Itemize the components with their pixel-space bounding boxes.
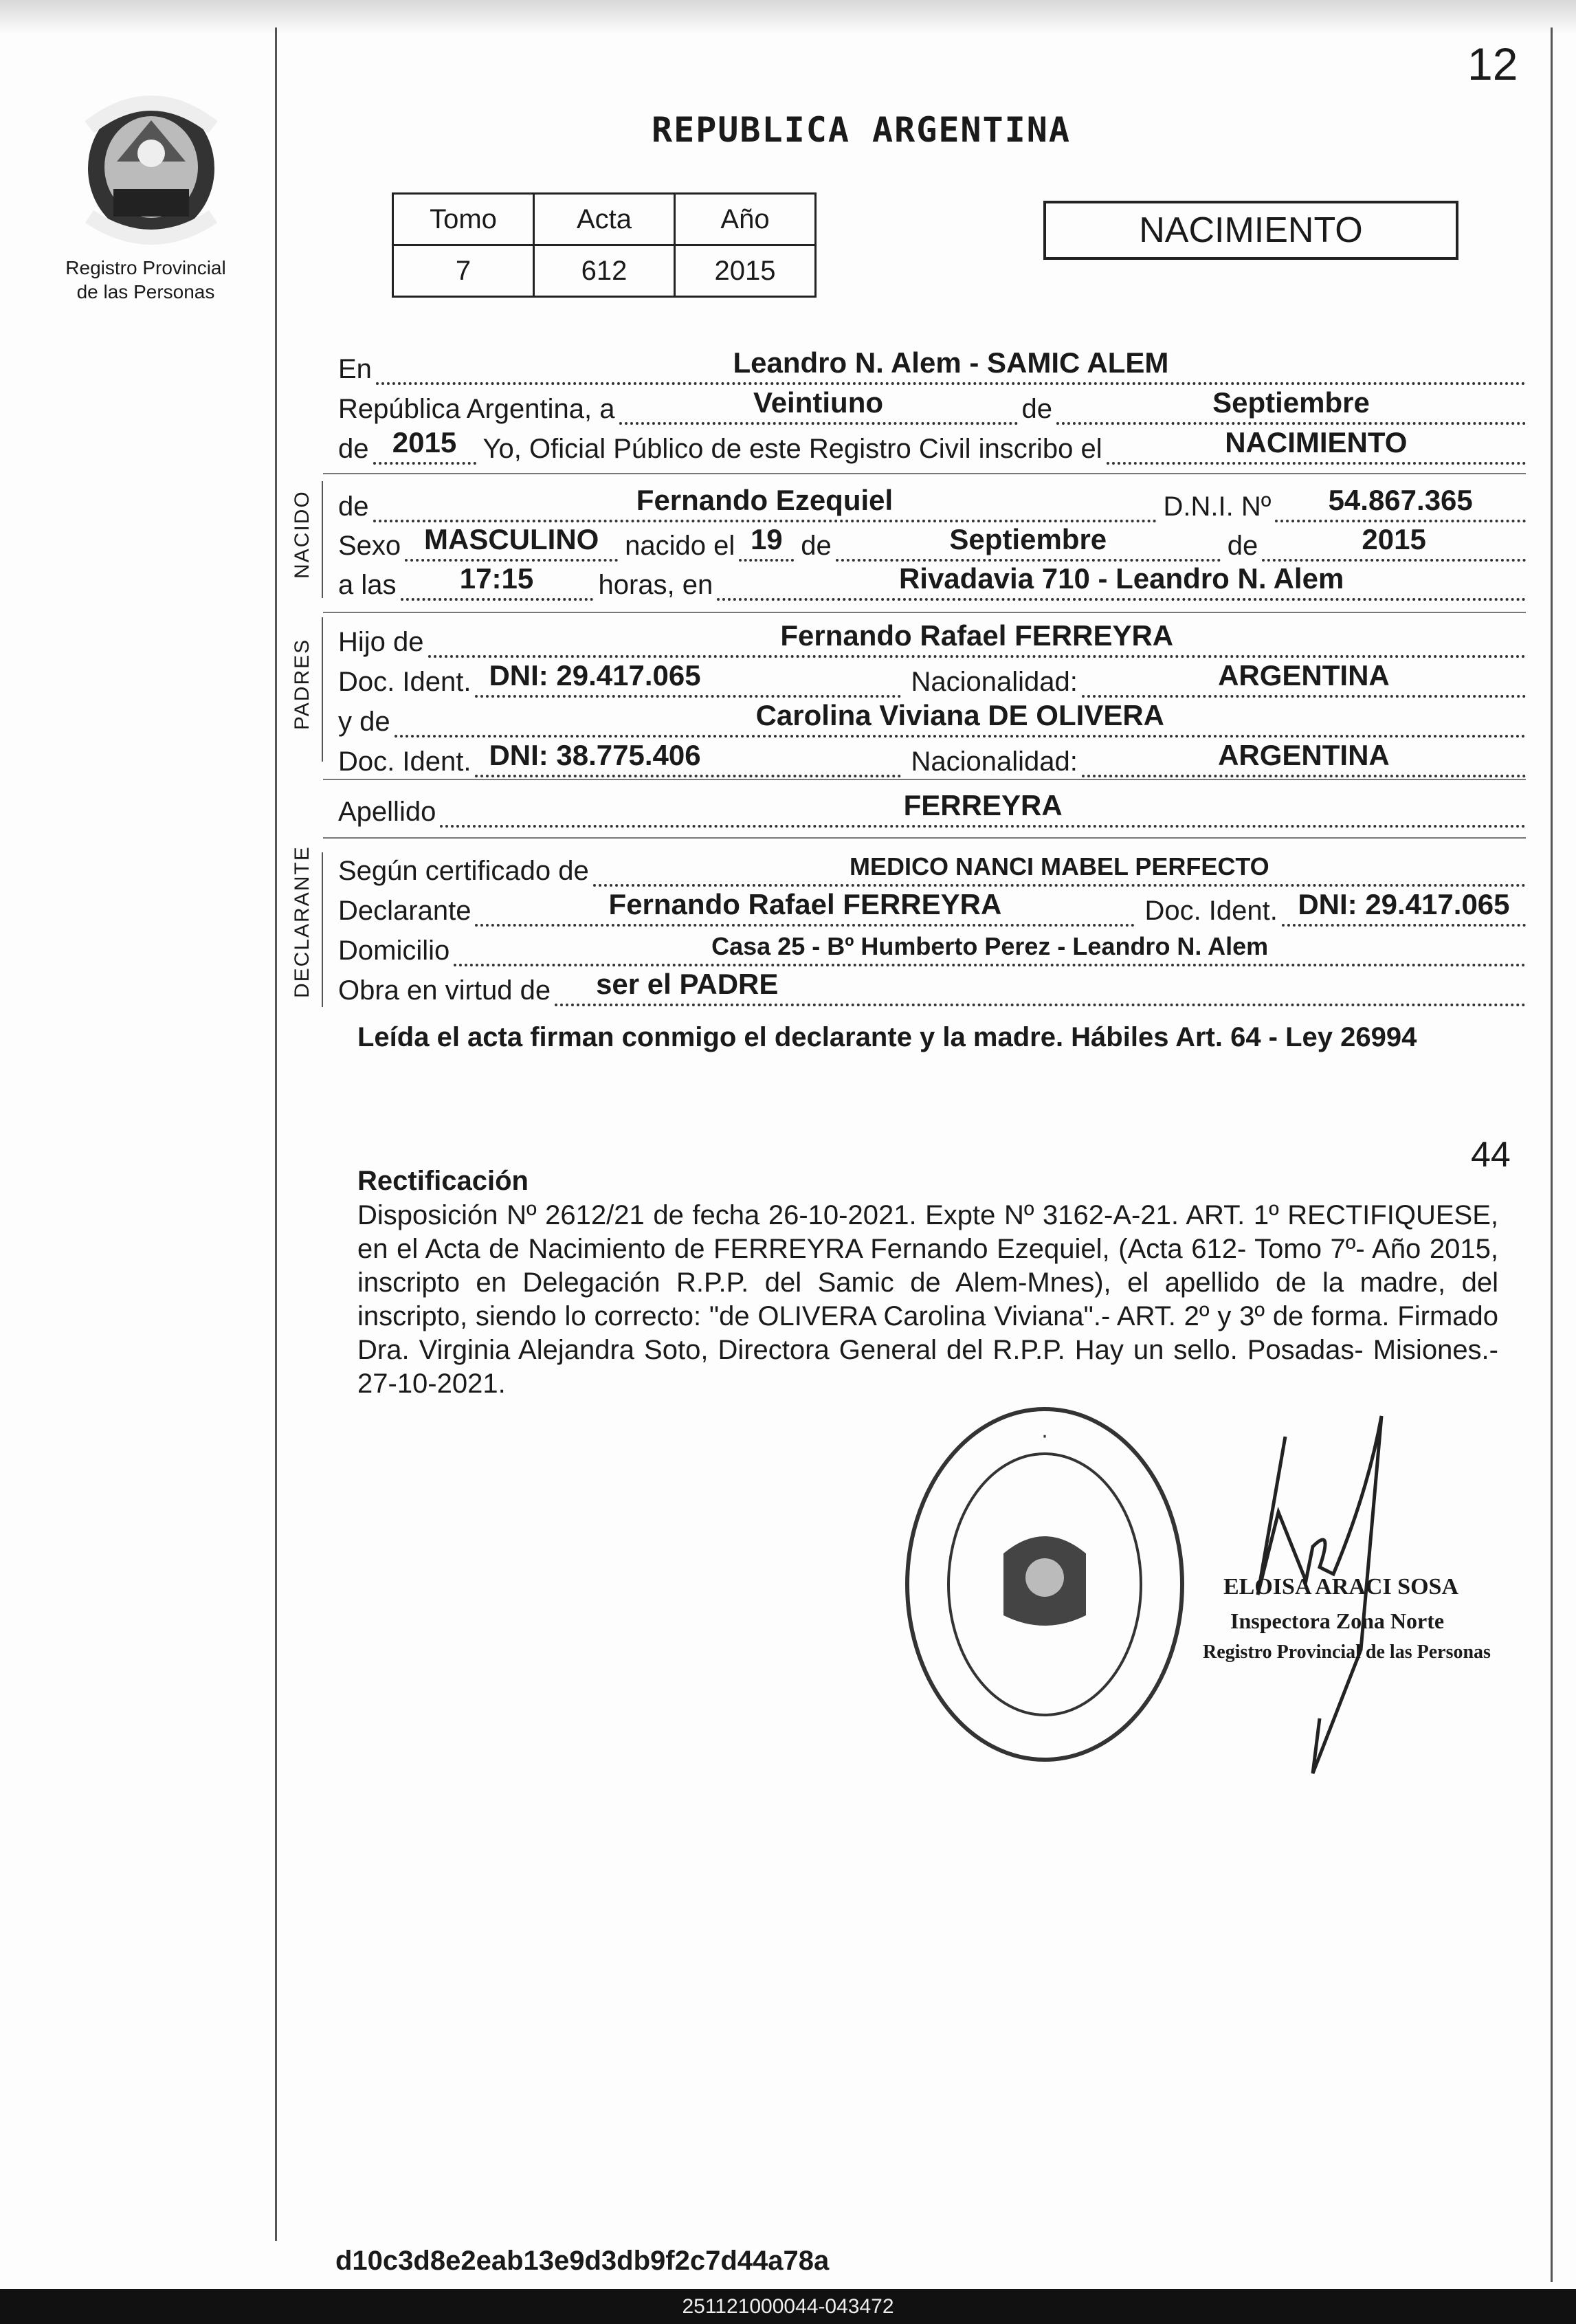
padres-row-3 (338, 696, 1526, 738)
intro-row-2 (338, 384, 1526, 425)
record-type-box: NACIMIENTO (1043, 201, 1458, 260)
document-hash: d10c3d8e2eab13e9d3db9f2c7d44a78a (335, 2246, 830, 2276)
sexo-value: MASCULINO (424, 523, 599, 555)
nacido-de-label: de (338, 491, 369, 522)
seal-caption-line1: Registro Provincial (65, 257, 226, 278)
dom-label: Domicilio (338, 936, 450, 966)
separator-3 (323, 779, 1526, 780)
child-name-value: Fernando Ezequiel (636, 484, 894, 516)
document-title: REPUBLICA ARGENTINA (652, 110, 1071, 150)
birth-day-field (739, 523, 794, 562)
nacido-de-label-3: de (1227, 531, 1258, 561)
official-stamp (900, 1402, 1189, 1767)
father-nat-field (1082, 659, 1526, 698)
birth-year-value: 2015 (1362, 523, 1426, 555)
birth-year-field (1262, 523, 1526, 562)
apellido-label: Apellido (338, 797, 436, 827)
cert-field (593, 852, 1526, 887)
birth-place-field (717, 562, 1526, 601)
month-value: Septiembre (1212, 386, 1370, 419)
signature-name: ELOISA ARACI SOSA (1223, 1574, 1459, 1600)
separator-1 (323, 473, 1526, 474)
mother-doc-field (475, 739, 901, 777)
apellido-value: FERREYRA (903, 789, 1063, 821)
cert-value: MEDICO NANCI MABEL PERFECTO (849, 852, 1269, 881)
rectificacion-body: Disposición Nº 2612/21 de fecha 26-10-2021. Expte Nº 3162-A-21. ART. 1º RECTIFIQUESE, en el Acta de Nacimiento de FERREYRA Fernando Ezequiel, (Acta 612- Tomo 7º- Año 2015, inscripto en Delegación R.P.P. del Samic de Alem-Mnes), el apellido de la madre, del inscripto, siendo lo correcto: "de OLIVERA Carolina Viviana".- ART. 2º y 3º de forma. Firmado Dra. Virginia Alejandra Soto, Directora General del R.P.P. Hay un sello. Posadas- Misiones.- 27-10-2021. (357, 1200, 1498, 1399)
footer-code: 251121000044-043472 (682, 2295, 894, 2318)
padres-row-2 (338, 656, 1526, 698)
province-seal (76, 86, 227, 251)
margin-number: 44 (1471, 1135, 1511, 1175)
mother-field (395, 699, 1526, 738)
yde-label: y de (338, 707, 390, 737)
signature-role: Inspectora Zona Norte (1230, 1608, 1445, 1633)
svg-text:·: · (1041, 1425, 1048, 1449)
decl-doc-field (1282, 888, 1526, 927)
republica-label: República Argentina, a (338, 394, 615, 424)
apellido-row (338, 786, 1526, 828)
rectificacion-heading: Rectificación (357, 1166, 529, 1196)
decl-label: Declarante (338, 896, 471, 926)
year-field (373, 426, 476, 465)
hijo-label: Hijo de (338, 627, 424, 657)
mother-nat-label: Nacionalidad: (911, 746, 1078, 777)
dni-label: D.N.I. Nº (1163, 491, 1272, 522)
scan-top-shadow (0, 0, 1576, 34)
decl-doc-label: Doc. Ident. (1144, 896, 1278, 926)
dom-field (454, 932, 1526, 966)
dom-value: Casa 25 - Bº Humberto Perez - Leandro N. Alem (711, 932, 1269, 960)
left-margin-line (275, 27, 277, 2241)
day-words-value: Veintiuno (753, 386, 883, 419)
declarante-side-label: DECLARANTE (291, 845, 313, 998)
nacido-row-1 (338, 481, 1526, 522)
day-field (619, 386, 1018, 425)
header-ano: Año (675, 194, 816, 245)
dni-field (1275, 484, 1526, 522)
month-field (1056, 386, 1526, 425)
birth-day-value: 19 (750, 523, 783, 555)
seal-caption (49, 256, 242, 304)
intro-row-3 (338, 423, 1526, 465)
decl-doc-value: DNI: 29.417.065 (1298, 888, 1510, 920)
mother-nat-value: ARGENTINA (1218, 739, 1390, 771)
sexo-field (405, 523, 618, 562)
en-label: En (338, 354, 372, 384)
reference-table (392, 192, 817, 298)
padres-side-label: PADRES (291, 638, 313, 730)
mother-value: Carolina Viviana DE OLIVERA (755, 699, 1164, 731)
separator-4 (323, 837, 1526, 839)
father-doc-field (475, 659, 901, 698)
birth-month-field (836, 523, 1221, 562)
intro-row-1 (338, 344, 1526, 385)
horas-label: horas, en (598, 570, 713, 600)
declarante-row-1 (338, 845, 1526, 887)
cert-label: Según certificado de (338, 856, 589, 886)
signature-org: Registro Provincial de las Personas (1203, 1641, 1491, 1663)
obra-label: Obra en virtud de (338, 975, 551, 1006)
mother-doc-value: DNI: 38.775.406 (489, 739, 701, 771)
page-number: 12 (1467, 38, 1518, 89)
officer-text: Yo, Oficial Público de este Registro Civil inscribo el (482, 434, 1102, 464)
sexo-label: Sexo (338, 531, 401, 561)
father-doc-value: DNI: 29.417.065 (489, 659, 701, 691)
mother-doc-label: Doc. Ident. (338, 746, 471, 777)
nacido-side-label: NACIDO (291, 490, 313, 579)
child-name-field (373, 484, 1157, 522)
value-ano: 2015 (675, 245, 816, 297)
nacido-row-2 (338, 520, 1526, 562)
declarante-bracket (322, 852, 323, 1007)
padres-bracket (322, 617, 323, 762)
declarante-row-2 (338, 885, 1526, 927)
value-acta: 612 (534, 245, 675, 297)
declarante-row-3 (338, 925, 1526, 966)
round-stamp-icon (900, 1402, 1189, 1767)
place-value: Leandro N. Alem - SAMIC ALEM (733, 346, 1169, 379)
padres-row-1 (338, 617, 1526, 658)
father-field (428, 619, 1526, 658)
right-margin-line (1551, 27, 1553, 2282)
nacido-bracket (322, 481, 323, 598)
father-doc-label: Doc. Ident. (338, 667, 471, 697)
birth-place-value: Rivadavia 710 - Leandro N. Alem (898, 562, 1344, 595)
value-tomo: 7 (393, 245, 534, 297)
obra-value: ser el PADRE (596, 968, 779, 1000)
separator-2 (323, 612, 1526, 613)
decl-name-value: Fernando Rafael FERREYRA (608, 888, 1002, 920)
act-field (1107, 426, 1526, 465)
apellido-field (440, 789, 1526, 828)
place-field (376, 346, 1526, 385)
year-value: 2015 (392, 426, 457, 458)
footer-bar (0, 2289, 1576, 2324)
nacido-de-label-2: de (801, 531, 832, 561)
header-tomo: Tomo (393, 194, 534, 245)
nacido-row-3 (338, 560, 1526, 601)
de2-label: de (338, 434, 369, 464)
time-value: 17:15 (459, 562, 534, 595)
nacido-el-label: nacido el (625, 531, 735, 561)
misiones-emblem-icon (76, 86, 227, 251)
birth-month-value: Septiembre (949, 523, 1107, 555)
father-value: Fernando Rafael FERREYRA (780, 619, 1174, 652)
closing-note: Leída el acta firman conmigo el declarante y la madre. Hábiles Art. 64 - Ley 26994 (357, 1022, 1417, 1052)
declarante-row-4 (338, 965, 1526, 1006)
seal-caption-line2: de las Personas (76, 281, 215, 302)
de-label: de (1021, 394, 1052, 424)
header-acta: Acta (534, 194, 675, 245)
time-field (401, 562, 593, 601)
act-value: NACIMIENTO (1225, 426, 1408, 458)
father-nat-value: ARGENTINA (1218, 659, 1390, 691)
padres-row-4 (338, 736, 1526, 777)
dni-value: 54.867.365 (1328, 484, 1473, 516)
decl-name-field (475, 888, 1135, 927)
father-nat-label: Nacionalidad: (911, 667, 1078, 697)
obra-field (555, 968, 1526, 1006)
mother-nat-field (1082, 739, 1526, 777)
alas-label: a las (338, 570, 397, 600)
